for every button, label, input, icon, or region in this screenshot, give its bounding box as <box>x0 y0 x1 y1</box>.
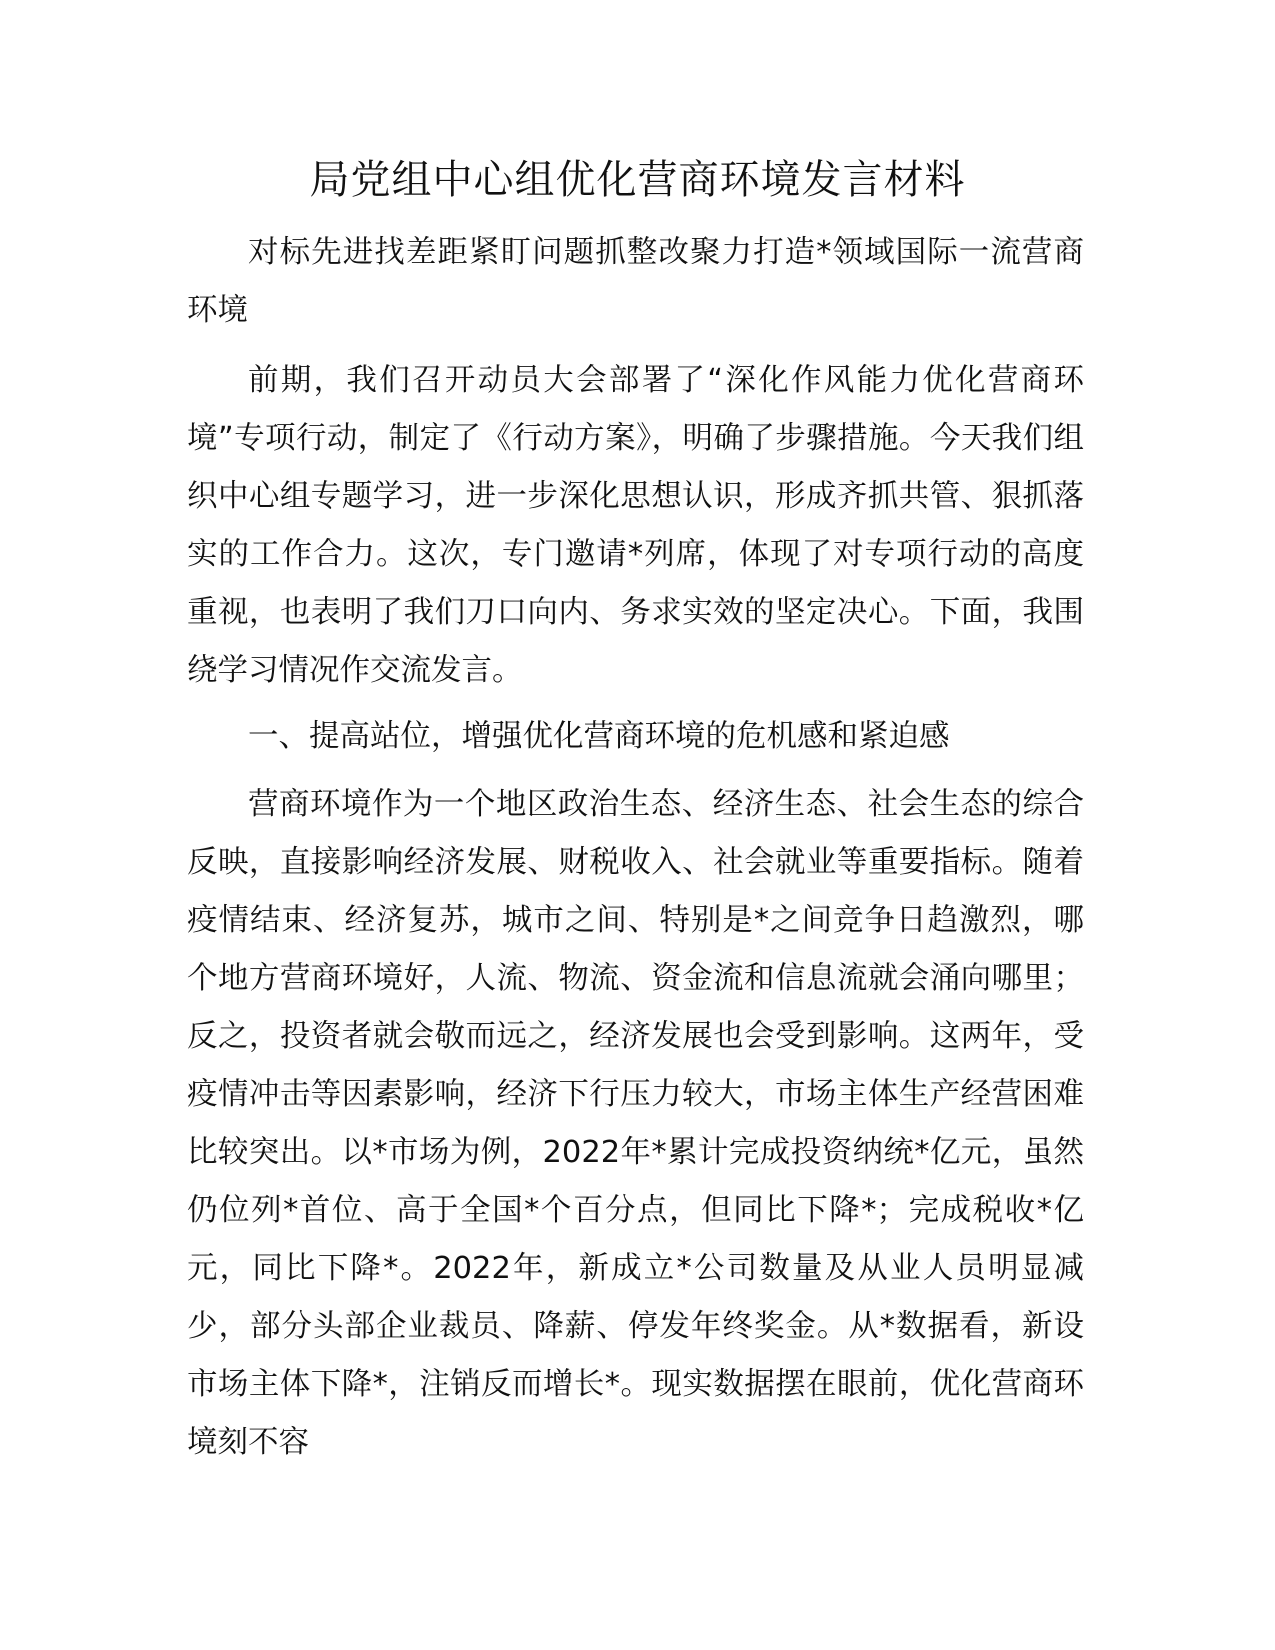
intro-paragraph: 前期，我们召开动员大会部署了“深化作风能力优化营商环境”专项行动，制定了《行动方案》，明确了步骤措施。今天我们组织中心组专题学习，进一步深化思想认识，形成齐抓共管、狠抓落实的工作合力。这次，专门邀请*列席，体现了对专项行动的高度重视，也表明了我们刀口向内、务求实效的坚定决心。下面，我围绕学习情况作交流发言。 <box>187 363 1084 688</box>
document-body <box>187 224 1084 1480</box>
subtitle-paragraph: 对标先进找差距紧盯问题抓整改聚力打造*领域国际一流营商环境 <box>187 235 1084 328</box>
document-title: 局党组中心组优化营商环境发言材料 <box>309 157 966 203</box>
section-heading: 一、提高站位，增强优化营商环境的危机感和紧迫感 <box>248 719 950 754</box>
body-paragraph: 营商环境作为一个地区政治生态、经济生态、社会生态的综合反映，直接影响经济发展、财税收入、社会就业等重要指标。随着疫情结束、经济复苏，城市之间、特别是*之间竞争日趋激烈，哪个地方营商环境好，人流、物流、资金流和信息流就会涌向哪里；反之，投资者就会敬而远之，经济发展也会受到影响。这两年，受疫情冲击等因素影响，经济下行压力较大，市场主体生产经营困难比较突出。以*市场为例，2022年*累计完成投资纳统*亿元，虽然仍位列*首位、高于全国*个百分点，但同比下降*；完成税收*亿元，同比下降*。2022年，新成立*公司数量及从业人员明显减少，部分头部企业裁员、降薪、停发年终奖金。从*数据看，新设市场主体下降*，注销反而增长*。现实数据摆在眼前，优化营商环境刻不容 <box>187 787 1084 1460</box>
